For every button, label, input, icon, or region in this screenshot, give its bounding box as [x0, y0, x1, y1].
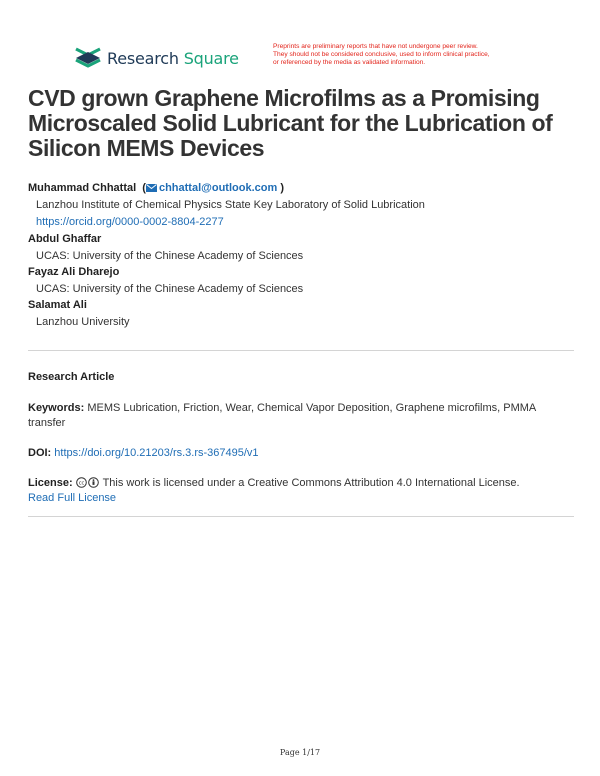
doi-label: DOI: — [28, 447, 52, 459]
page-number: Page 1/17 — [279, 748, 321, 757]
author-name: Abdul Ghaffar — [28, 233, 102, 245]
author-affiliation: UCAS: University of the Chinese Academy of Sciences — [36, 283, 304, 295]
notice-line: Preprints are preliminary reports that have not undergone peer review. — [273, 43, 478, 50]
attribution-icon — [88, 477, 99, 488]
author-affiliation: Lanzhou University — [36, 316, 130, 328]
license — [28, 476, 574, 506]
doi — [28, 446, 574, 461]
author-list — [28, 181, 578, 331]
notice-line: They should not be considered conclusive, used to inform clinical practice, — [273, 51, 490, 58]
author-name: Fayaz Ali Dharejo — [28, 266, 120, 278]
logo-text: Research Square — [107, 48, 239, 68]
preprint-notice — [273, 43, 543, 67]
author-affiliation: Lanzhou Institute of Chemical Physics State Key Laboratory of Solid Lubrication — [36, 199, 425, 211]
svg-text:cc: cc — [78, 480, 84, 487]
notice-line: or referenced by the media as validated information. — [273, 59, 426, 66]
keywords — [28, 401, 574, 431]
license-text: This work is licensed under a Creative Commons Attribution 4.0 International License. — [102, 477, 520, 489]
research-square-logo[interactable] — [75, 47, 239, 69]
orcid-link[interactable]: https://orcid.org/0000-0002-8804-2277 — [36, 216, 224, 228]
article-type: Research Article — [28, 371, 115, 383]
doi-link[interactable]: https://doi.org/10.21203/rs.3.rs-367495/v1 — [54, 447, 259, 459]
keywords-text: MEMS Lubrication, Friction, Wear, Chemical Vapor Deposition, Graphene microfilms, PMMA transfer — [28, 402, 536, 429]
creative-commons-icon — [76, 477, 87, 488]
divider — [28, 350, 574, 351]
divider — [28, 516, 574, 517]
read-full-license-link[interactable]: Read Full License — [28, 492, 117, 504]
author-email-link[interactable]: chhattal@outlook.com — [158, 182, 278, 194]
license-label: License: — [28, 477, 73, 489]
keywords-label: Keywords: — [28, 402, 85, 414]
paper-title: CVD grown Graphene Microfilms as a Promising Microscaled Solid Lubricant for the Lubrication of Silicon MEMS Devices — [28, 85, 553, 161]
research-square-logo-icon — [75, 47, 101, 69]
envelope-icon — [146, 184, 157, 192]
header — [75, 44, 535, 76]
author-affiliation: UCAS: University of the Chinese Academy of Sciences — [36, 250, 304, 262]
author-name: Muhammad Chhattal ( chhattal@outlook.com ) — [28, 182, 284, 194]
author-name: Salamat Ali — [28, 299, 87, 311]
